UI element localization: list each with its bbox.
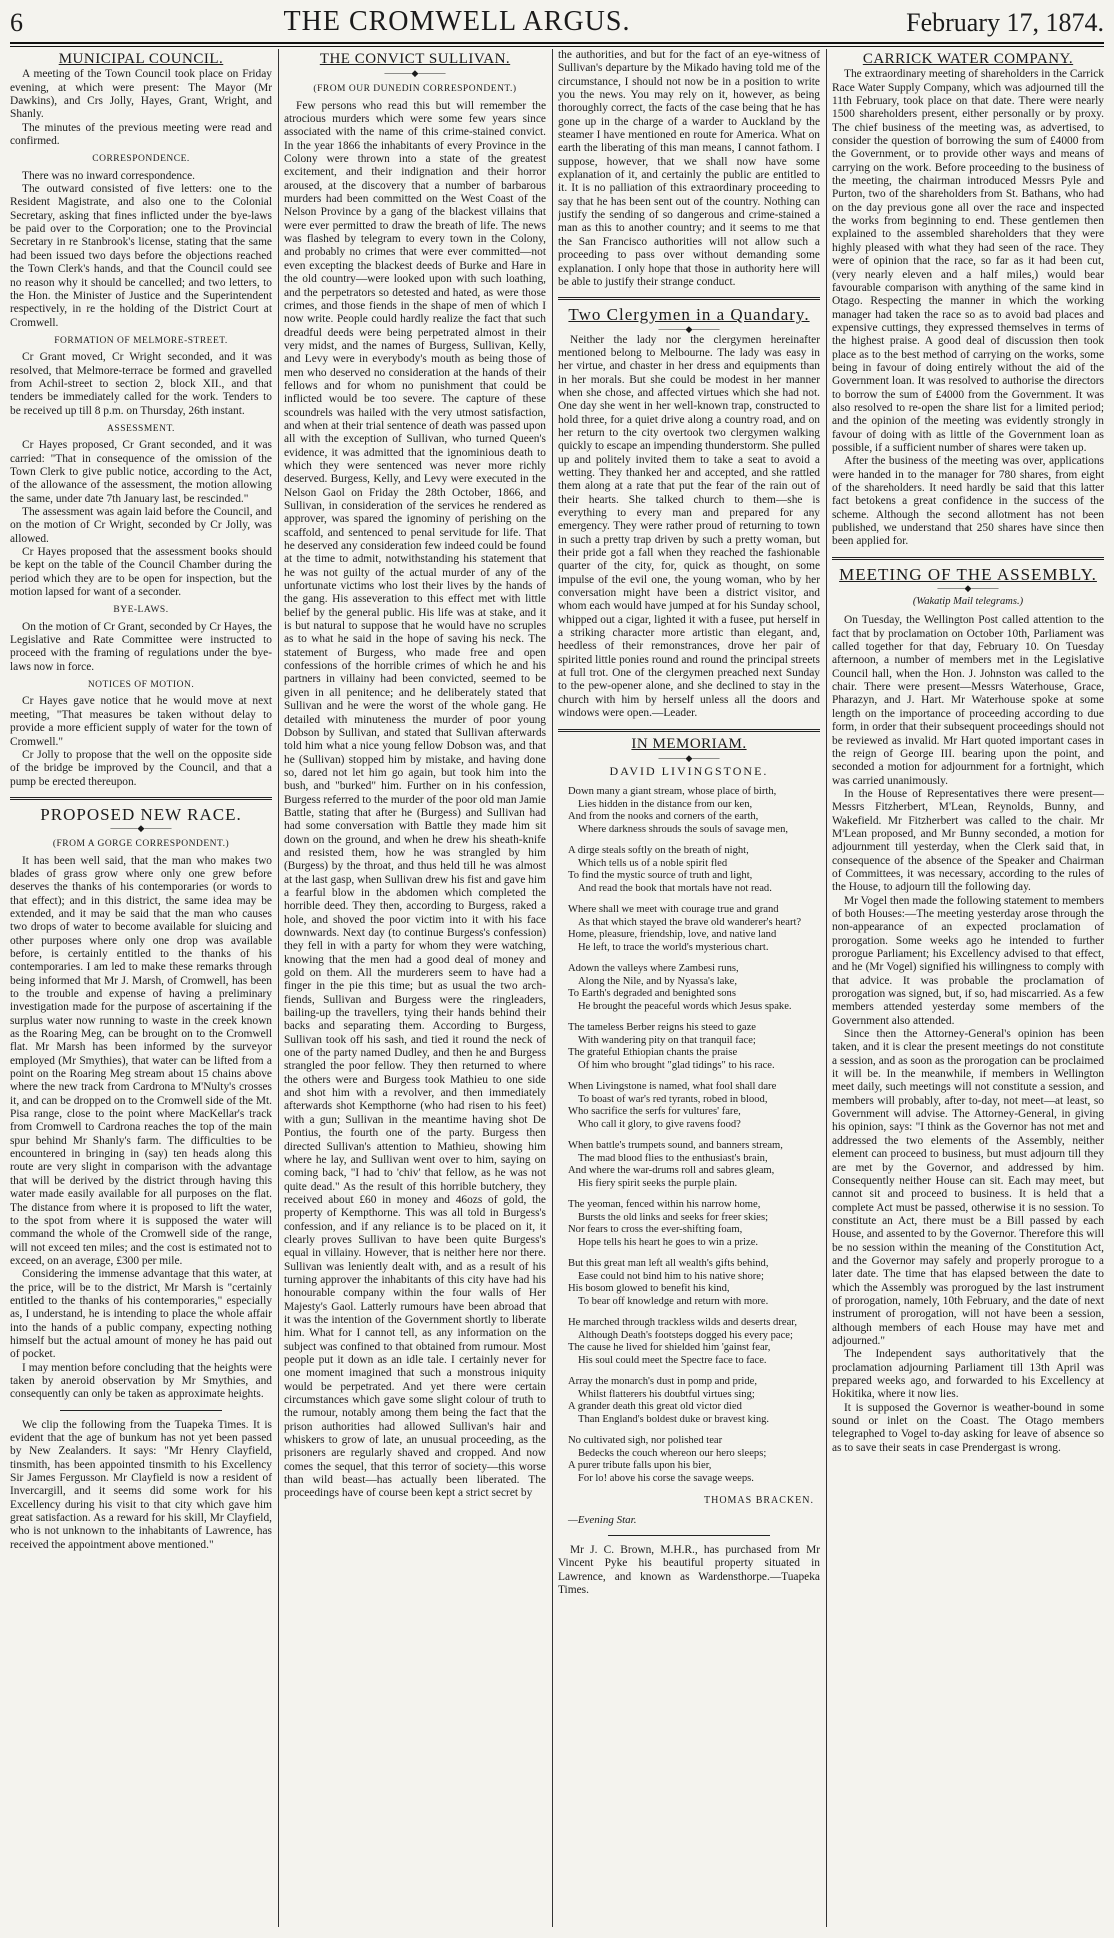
poem-line: And read the book that mortals have not read. <box>578 882 772 894</box>
article-paragraph: The Independent says authoritatively that the proclamation adjourning Parliament till 13th April was prepared weeks ago, and forwarded to his Excellency at Hokitika, where it now lies. <box>832 1348 1104 1401</box>
poem-line: He left, to trace the world's mysterious chart. <box>578 941 769 953</box>
carrick-water-company-headline: CARRICK WATER COMPANY. <box>862 51 1074 67</box>
poem-stanza <box>568 1258 820 1308</box>
poem-line: Bursts the old links and seeks for freer skies; <box>578 1211 769 1223</box>
poem-line: A dirge steals softly on the breath of night, <box>568 845 749 857</box>
convict-sullivan-headline: THE CONVICT SULLIVAN. <box>319 51 511 67</box>
article-paragraph: The extraordinary meeting of shareholders in the Carrick Race Water Supply Company, which was adjourned till the 11th February, took place on that date. There were nearly 1500 shareholders present, either personally or by proxy. The chief business of the meeting was, as advertised, to consider the question of borrowing the sum of £4000 from the Government, or to provide other ways and means of carrying on the work. Before proceeding to the business of the meeting, the chairman introduced Messrs Pyle and Purton, two of the shareholders from St. Bathans, who had on the day previous gone all over the race and inspected the works from beginning to end. These gentlemen then explained to the assembled shareholders that they were highly pleased with what they had seen of the race. They were of opinion that the race, so far as it had been cut, (very nearly eleven and a half miles,) would bear favourable comparison with anything of the same kind in Otago. Respecting the manner in which the working manager had taken the race so as to avoid bad places and expensive cuttings, they expressed themselves in terms of the highest praise. A good deal of discussion then took place as to the best method of carrying on the works, some being in favour of doing entirely without the aid of the Government loan. It was resolved to authorise the directors to borrow the sum of £4000 from the Government. It was also resolved to re-open the share list for a limited period; and the opinion of the meeting was evidently strongly in favour of doing with as little of the Government loan as possible, if a sufficient number of shares were taken up. <box>832 68 1104 454</box>
newspaper-title: THE CROMWELL ARGUS. <box>283 6 631 37</box>
poem-line: When Livingstone is named, what fool shall dare <box>568 1081 777 1093</box>
two-clergymen-headline: Two Clergymen in a Quandary. <box>568 305 810 325</box>
ornament-icon: ———◆——— <box>384 68 446 79</box>
poem-line: His fiery spirit seeks the purple plain. <box>578 1177 738 1189</box>
section-subhead: NOTICES OF MOTION. <box>87 680 195 691</box>
poem-line: Down many a giant stream, whose place of birth, <box>568 786 777 798</box>
poem-line: Of him who brought "glad tidings" to his race. <box>578 1059 775 1071</box>
poem-stanza <box>568 1199 820 1249</box>
article-paragraph: We clip the following from the Tuapeka Times. It is evident that the age of bunkum has not yet been passed by New Zealanders. It says: "Mr Henry Clayfield, tinsmith, has been appointed tinsmith to his Excellency Sir James Fergusson. Mr Clayfield is now a resident of Invercargill, and it seems did some work for his Excellency during his visit to that city which gave him great satisfaction. As a reward for his skill, Mr Clayfield, who is not unknown to the inhabitants of Lawrence, has received the appointment above mentioned." <box>10 1418 272 1551</box>
article-separator <box>60 1410 222 1411</box>
poem-line: Who call it glory, to give ravens food? <box>578 1118 741 1130</box>
page-number: 6 <box>10 8 23 37</box>
column-1 <box>10 49 272 1929</box>
poem-line: Than England's boldest duke or bravest king. <box>578 1413 770 1425</box>
article-separator <box>832 557 1104 560</box>
proposed-new-race-headline: PROPOSED NEW RACE. <box>40 804 242 824</box>
poem <box>568 786 820 1485</box>
poem-signature: THOMAS BRACKEN. <box>703 1495 814 1507</box>
article-paragraph: Cr Hayes proposed that the assessment books should be kept on the table of the Council Chamber during the period which they are to be open for inspection, but the motion lapsed for want of a seconder. <box>10 546 272 599</box>
poem-line: Whilst flatterers his doubtful virtues sing; <box>578 1388 755 1400</box>
poem-line: Home, pleasure, friendship, love, and native land <box>568 929 777 941</box>
poem-line: To boast of war's red tyrants, robed in blood, <box>578 1093 768 1105</box>
poem-stanza <box>568 1081 820 1131</box>
poem-line: The cause he lived for shielded him 'gainst fear, <box>568 1342 771 1354</box>
poem-line: Hope tells his heart he goes to win a prize. <box>578 1236 759 1248</box>
poem-line: And where the war-drums roll and sabres gleam, <box>568 1165 775 1177</box>
article-paragraph: It is supposed the Governor is weather-bound in some sound or inlet on the Coast. The Otago members telegraphed to Vogel to-day asking for leave of absence so as to save their seats in case Prendergast is wrong. <box>832 1401 1104 1454</box>
column-rule <box>826 49 827 1927</box>
article-paragraph: the authorities, and but for the fact of an eye-witness of Sullivan's departure by the Mikado having told me of the circumstance, I should not now be in a position to write you the news. You may rely on it, however, as being thoroughly correct, the facts of the case being that he has gone up in the charge of a warder to Auckland by the steamer I have mentioned en route for America. What on earth the liberating of this man means, I cannot fathom. I suppose, however, that we shall now have some explanation of it, and certainly the public are entitled to it. It is no palliation of this extraordinary proceeding to say that he has been sent out of the country. Nothing can justify the sending of so dangerous and crime-stained a man as this to another country; and it seems to me that the San Francisco authorities will not allow such a proceeding to pass over without demanding some explanation. I only hope that those in authority here will be able to justify their strange conduct. <box>558 49 820 288</box>
poem-line: His soul could meet the Spectre face to face. <box>578 1354 767 1366</box>
article-separator <box>608 1535 770 1536</box>
poem-line: The tameless Berber reigns his steed to gaze <box>568 1022 756 1034</box>
poem-line: The grateful Ethiopian chants the praise <box>568 1047 738 1059</box>
column-rule <box>278 49 279 1927</box>
poem-line: Adown the valleys where Zambesi runs, <box>568 963 739 975</box>
poem-line: Bedecks the couch whereon our hero sleeps; <box>578 1447 767 1459</box>
poem-stanza <box>568 963 820 1013</box>
article-paragraph: A meeting of the Town Council took place on Friday evening, at which were present: The Mayor (Mr Dawkins), and Crs Jolly, Hayes, Grant, Wright, and Shanly. <box>10 68 272 121</box>
section-subhead: CORRESPONDENCE. <box>92 154 190 165</box>
article-paragraph: Cr Grant moved, Cr Wright seconded, and it was resolved, that Melmore-terrace be formed and gravelled from Achil-street to section 2, block XII., and that tenders be immediately called for the work. Tenders to be received up till 8 p.m. on Thursday, 26th instant. <box>10 351 272 417</box>
ornament-icon: ———◆——— <box>658 752 720 763</box>
poem-line: Who sacrifice the serfs for vultures' fare, <box>568 1106 741 1118</box>
article-separator <box>558 729 820 732</box>
article-separator <box>558 297 820 300</box>
article-paragraph: Since then the Attorney-General's opinion has been taken, and it is clear the present meetings do not constitute a session, and as soon as the prorogation can be proclaimed it will be. In the meanwhile, if members in Wellington meet daily, such meetings will not constitute a session, and members will probably, after to-day, not meet—at least, so Government will advise. The Attorney-General, in giving his opinion, says: "I think as the Governor has not met and addressed the two elements of the Assembly, neither element can proceed to business, but must adjourn till they are met by the Governor, and addressed by him. Consequently neither House can sit. Each may meet, but cannot sit and proceed to business. It is held that a complete Act must be passed, otherwise it is no session. To constitute an Act, there must be a Bill passed by each House, and assented to by the Governor. Therefore this will be no session within the meaning of the Constitution Act, and the Governor may safely and properly prorogue to a later date. The time that has elapsed between the date to which the Assembly was prorogued by the last instrument of prorogation, namely, 10th February, and the date of next instrument of prorogation, will not have been a session, although members of each House may have met and adjourned." <box>832 1028 1104 1347</box>
poem-stanza <box>568 1022 820 1072</box>
poem-stanza <box>568 1376 820 1426</box>
poem-line: But this great man left all wealth's gifts behind, <box>568 1258 769 1270</box>
poem-line: Nor fears to cross the ever-shifting foam, <box>568 1224 743 1236</box>
poem-stanza <box>568 845 820 895</box>
column-3 <box>558 49 820 1929</box>
article-paragraph: Considering the immense advantage that this water, at the price, will be to the district, Mr Marsh is "certainly entitled to the thanks of his contemporaries," especially as, I understand, he is intending to place the whole affair into the hands of a public company, expecting nothing himself but the actual amount of money he has paid out of pocket. <box>10 1268 272 1361</box>
poem-line: Where darkness shrouds the souls of savage men, <box>578 823 789 835</box>
municipal-council-headline: MUNICIPAL COUNCIL. <box>58 51 224 67</box>
section-subhead: ASSESSMENT. <box>107 423 175 434</box>
poem-line: The mad blood flies to the enthusiast's brain, <box>578 1152 768 1164</box>
poem-source: —Evening Star. <box>568 1513 637 1526</box>
ornament-icon: ———◆——— <box>110 823 172 834</box>
poem-line: Array the monarch's dust in pomp and pride, <box>568 1376 758 1388</box>
poem-line: No cultivated sigh, nor polished tear <box>568 1435 723 1447</box>
article-separator <box>10 797 272 800</box>
poem-line: When battle's trumpets sound, and banners stream, <box>568 1140 783 1152</box>
poem-stanza <box>568 904 820 954</box>
poem-line: To find the mystic source of truth and light, <box>568 870 753 882</box>
poem-line: Ease could not bind him to his native shore; <box>578 1270 764 1282</box>
masthead <box>10 4 1104 38</box>
poem-title: DAVID LIVINGSTONE. <box>609 763 769 778</box>
poem-line: Where shall we meet with courage true and grand <box>568 904 779 916</box>
article-paragraph: Few persons who read this but will remember the atrocious murders which were some few years since associated with the name of this crime-stained convict. In the year 1866 the inhabitants of every Province in the Colony were thrown into a state of the greatest excitement, and their indignation and their horror aroused, at the discovery that a number of barbarous murders had been committed on the West Coast of the Nelson Province by a gang of the blackest villains that were ever permitted to draw the breath of life. The news was flashed by telegram to every town in the Colony, and probably no crimes that were ever committed—not even excepting the blackest deeds of Burke and Hare in the old country—were looked upon with such loathing, and the perpetrators so detested and hated, as were those crimes, and those fiends in the shape of men of which I now write. People could hardly realize the fact that such dreadful deeds were being perpetrated almost in their very midst, and the names of Burgess, Sullivan, Kelly, and Levy were in everybody's mouth as being those of men who deserved no consideration at the hands of their fellows and for whom no punishment that could be inflicted would be too severe. The capture of these scoundrels was hailed with the very utmost satisfaction, and when at their trial sentence of death was passed upon all with the exception of Sullivan, who turned Queen's evidence, it was admitted that the ignominious death to which they were sentenced was never more richly deserved. Burgess, Kelly, and Levy were executed in the Nelson Gaol on Friday the 28th October, 1866, and Sullivan, in consideration of the services he rendered as approver, was spared the ignominy of perishing on the scaffold, and sentenced to penal servitude for life. That he deserved any consideration few indeed could be found at the time to admit, notwithstanding his statement that he was not guilty of the actual murder of any of the unfortunate victims who lost their lives by the hands of the gang. His asseveration to this effect met with little belief by the general public. His life was at stake, and it is but natural to suppose that he would have no scruples as to what he said in the hope of saving his neck. The statement of Burgess, who made free and open confessions of the horrible crimes of which he and his partners in villainy had been convicted, seemed to be given in all penitence; and he deliberately stated that Sullivan and he were the worst of the whole gang. He detailed with minuteness the murder of poor young Dobson by Sullivan, and stated that Sullivan afterwards told him what a nice young fellow Dobson was, and that he (Sullivan) stopped him by mistake, and having done so, dared not let him go again, but took him into the bush, and "burked" him. Further on in his confession, Burgess referred to the murder of the poor old man Jamie Battle, stating that after he (Burgess) and Sullivan had had some conversation with Battle they made him sit down on the ground, and when he drew his sheath-knife and resisted them, how he was strangled by him (Burgess) by the throat, and thus held till he was almost at the last gasp, when Sullivan drew his fist and gave him a fearful blow in the abdomen which completed the horrible deed. They then, according to Burgess, raked a hole, and shoved the poor victim into it with his face downwards. Next day (to continue Burgess's confession) they fell in with a party for whom they were watching, knowing that the men had a good deal of money and gold on them. All the murderers seem to have had a finger in the pie this time; but as usual the two arch-fiends, Sullivan and Burgess were the ringleaders, bailing-up the travellers, tying their hands behind their backs and separating them. According to Burgess, Sullivan took off his sash, and tied it round the neck of one of the party named Dudley, and then he and Burgess strangled the poor fellow. They then returned to where the others were and Burgess took Mathieu to one side and shot him with a revolver, and then immediately afterwards shot Kempthorne (who had risen to his feet) with a gun; Sullivan in the meantime having shot De Pontius, the fourth one of the party. Burgess then directed Sullivan's attention to Mathieu, showing him where he lay, and Sullivan went over to him, saying on coming back, "I had to 'chiv' that fellow, as he was not quite dead." As the result of this horrible butchery, they received about £60 in money and 46ozs of gold, the property of Kempthorne. This was all told in Burgess's confession, and if any reliance is to be placed on it, it clearly proves Sullivan to have been quite Burgess's equal in villainy. However, that is neither here nor there. Sullivan was leniently dealt with, and as a result of his turning approver the inhabitants of this city have had his honourable company within the four walls of Her Majesty's Gaol. Latterly rumours have been abroad that it was the intention of the Government shortly to liberate him. What for I cannot tell, as any information on the subject was confined to that obtained from rumour. Most people put it down as an idle tale. I certainly never for one moment imagined that such a monstrous iniquity would be perpetrated. And yet there were certain circumstances which gave some slight colour of truth to the rumour, notably among them being the fact that the prison authorities had allowed Sullivan's hair and whiskers to grow of late, an unusual proceeding, as the prisoners are regularly shaved and cropped. And now comes the sequel, that this terror of society—this worse than wild beast—has actually been liberated. The proceedings have of course been kept a strict secret by <box>284 99 546 1500</box>
article-paragraph: Mr J. C. Brown, M.H.R., has purchased from Mr Vincent Pyke his beautiful property situated in Lawrence, and known as Wardensthorpe.—Tuapeka Times. <box>558 1543 820 1596</box>
article-paragraph: Cr Hayes proposed, Cr Grant seconded, and it was carried: "That in consequence of the omission of the Town Clerk to give public notice, according to the Act, of the allowance of the assessment, the motion allowing the same, under date 7th January last, be rescinded." <box>10 439 272 505</box>
article-paragraph: Mr Vogel then made the following statement to members of both Houses:—The meeting yesterday arose through the non-appearance of an expected proclamation of prorogation. Some weeks ago he intended to further prorogue Parliament; his Excellency advised to that effect, and he (Mr Vogel) signified his willingness to comply with that advice. It was probable the proclamation of prorogation was signed, but, if so, had miscarried. As a few members attended yesterday some members of the Government also attended. <box>832 894 1104 1027</box>
poem-stanza <box>568 1317 820 1367</box>
section-subhead: FORMATION OF MELMORE-STREET. <box>54 335 228 346</box>
poem-line: Lies hidden in the distance from our ken, <box>578 798 753 810</box>
article-paragraph: On the motion of Cr Grant, seconded by Cr Hayes, the Legislative and Rate Committee were instructed to proceed with the framing of regulations under the bye-laws now in force. <box>10 620 272 673</box>
poem-line: A grander death this great old victor died <box>568 1401 742 1413</box>
poem-line: With wandering pity on that tranquil face; <box>578 1034 756 1046</box>
byline: (Wakatip Mail telegrams.) <box>912 596 1024 608</box>
article-paragraph: After the business of the meeting was over, applications were handed in to the manager for 780 shares, from eight of the shareholders. It need hardly be said that this latter fact betokens a great confidence in the success of the scheme. Although the second allotment has not been published, we understand that 250 shares have since then been applied for. <box>832 455 1104 548</box>
article-paragraph: On Tuesday, the Wellington Post called attention to the fact that by proclamation on October 10th, Parliament was called together for that day, February 10. On Tuesday afternoon, a number of members met in the Legislative Council hall, when the Hon. J. Johnston was called to the chair. There were present—Messrs Waterhouse, Grace, Pharazyn, and J. Hart. Mr Waterhouse spoke at some length on the importance of proceeding according to due form, in order that their subsequent proceedings should not be reviewed as invalid. Mr Hart quoted important cases in the reign of George III. bearing upon the point, and seconded a motion for adjournment for a fortnight, which was carried unanimously. <box>832 614 1104 787</box>
article-paragraph: It has been well said, that the man who makes two blades of grass grow where only one grew before deserves the thanks of his contemporaries (or words to that effect); and in this district, the same idea may be extended, and it may be said that the man who causes two drops of water to become available for sluicing and other purposes where only one drop was available before, is certainly entitled to the thanks of his contemporaries. I am led to make these remarks through being informed that Mr J. Marsh, of Cromwell, has been to the trouble and expense of having a preliminary investigation made for the purpose of ascertaining if the surplus water now running to waste in the creek known as the Roaring Meg, can be brought on to the Cromwell flat. Mr Marsh has been informed by the surveyor employed (Mr Smythies), that water can be lifted from a point on the Roaring Meg stream about 15 chains above where the new track from Cardrona to M'Nulty's crosses it, and can be dropped on to the Cromwell side of the Mt. Pisa range, close to the point where MacKellar's track from Cromwell to Cardrona reaches the top of the main spur behind Mr Shanly's farm. The difficulties to be encountered in bringing in (say) ten heads along this route are very slight in comparison with the advantage that will be derived by the district through having this water made easily available for all purposes on the flat. The distance from where it is proposed to lift the water, to the spot from where it is supposed the water will command the whole of the Cromwell side of the range, will not exceed ten miles; and the cost is estimated not to exceed, on an average, £300 per mile. <box>10 854 272 1267</box>
poem-line: For lo! above his corse the savage weeps. <box>578 1472 754 1484</box>
poem-line: To Earth's degraded and benighted sons <box>568 988 736 1000</box>
article-paragraph: The assessment was again laid before the Council, and on the motion of Cr Wright, seconded by Cr Jolly, was allowed. <box>10 506 272 545</box>
poem-line: His bosom glowed to benefit his kind, <box>568 1283 730 1295</box>
column-4 <box>832 49 1104 1929</box>
byline: (FROM OUR DUNEDIN CORRESPONDENT.) <box>313 84 517 95</box>
article-paragraph: I may mention before concluding that the heights were taken by aneroid observation by Mr Smythies, and consequently can only be taken as approximate heights. <box>10 1361 272 1401</box>
article-paragraph: Cr Hayes gave notice that he would move at next meeting, "That measures be taken without delay to provide a more efficient supply of water for the town of Cromwell." <box>10 695 272 748</box>
columns <box>10 47 1104 1932</box>
issue-date: February 17, 1874. <box>906 8 1104 37</box>
poem-stanza <box>568 786 820 836</box>
ornament-icon: ———◆——— <box>658 323 720 334</box>
poem-stanza <box>568 1435 820 1485</box>
poem-line: Which tells us of a noble spirit fled <box>578 857 728 869</box>
poem-line: A purer tribute falls upon his bier, <box>568 1460 712 1472</box>
poem-stanza <box>568 1140 820 1190</box>
article-paragraph: The minutes of the previous meeting were read and confirmed. <box>10 121 272 148</box>
poem-line: He brought the peaceful words which Jesus spake. <box>578 1000 792 1012</box>
poem-line: Although Death's footsteps dogged his every pace; <box>578 1329 793 1341</box>
poem-line: And from the nooks and corners of the earth, <box>568 811 759 823</box>
poem-line: He marched through trackless wilds and deserts drear, <box>568 1317 798 1329</box>
poem-line: The yeoman, fenced within his narrow home, <box>568 1199 761 1211</box>
article-paragraph: Neither the lady nor the clergymen hereinafter mentioned belong to Melbourne. The lady was easy in her virtue, and chaster in her dress and equipments than in her morals. But she could be modest in her manner when she chose, and affected virtues which she had not. One day she went in her well-known trap, constructed to hold three, for a quiet drive along a country road, and on her return to the city overtook two clergymen walking quickly to escape an impending thunderstorm. She pulled up and politely invited them to take a seat to avoid a wetting. They thanked her and accepted, and she rattled them along at a rate that put the fear of the rain out of their hearts. She talked church to them—she is everything to every man and prepared for any emergency. They were rather proud of returning to town in such a pretty trap driven by such a pretty woman, but their pride got a fall when they reached the fashionable quarter of the city, for, quick as thought, on some impulse of the evil one, the young woman, who by her conversation might have been a district visitor, and whom each would have jumped at for his Sunday school, whipped out a cigar, lighted it with a fusee, put herself in a striking character more artistic than elegant, and, heedless of their remonstrances, drove her pair of spirited little ponies round and round the principal streets at full trot. One of the clergymen preached next Sunday to the pew-opener alone, and she declined to stay in the church with him by herself unless all the doors and windows were open.—Leader. <box>558 333 820 720</box>
article-paragraph: There was no inward correspondence. <box>22 169 196 182</box>
byline: (FROM A GORGE CORRESPONDENT.) <box>52 839 230 850</box>
article-paragraph: In the House of Representatives there were present—Messrs Fitzherbert, M'Lean, Reynolds, Bunny, and Wakefield. Mr Fitzherbert was called to the chair. Mr M'Lean proposed, and Mr Bunny seconded, a motion for adjournment till yesterday, when the Clerk said that, in consequence of the absence of the Speaker and Chairman of Committees, it was necessary, according to the rules of the House, to adjourn till the following day. <box>832 787 1104 894</box>
column-rule <box>552 49 553 1927</box>
poem-line: As that which stayed the brave old wanderer's heart? <box>578 916 802 928</box>
ornament-icon: ———◆——— <box>937 583 999 594</box>
poem-line: Along the Nile, and by Nyassa's lake, <box>578 975 738 987</box>
poem-line: To bear off knowledge and return with more. <box>578 1295 769 1307</box>
masthead-rule <box>10 42 1104 44</box>
article-paragraph: Cr Jolly to propose that the well on the opposite side of the bridge be improved by the Council, and that a pump be erected thereupon. <box>10 748 272 788</box>
column-2 <box>284 49 546 1929</box>
in-memoriam-headline: IN MEMORIAM. <box>631 735 747 752</box>
meeting-of-assembly-headline: MEETING OF THE ASSEMBLY. <box>839 564 1097 584</box>
article-paragraph: The outward consisted of five letters: one to the Resident Magistrate, and also one to the Colonial Secretary, asking that fines inflicted under the bye-laws be paid over to the Corporation; one to the Provincial Secretary in re Stanbrook's license, stating that the same had been issued two days before the objections reached the Town Clerk's hands, and that the Council could see no reason why it should be cancelled; and two letters, to the Hon. the Minister of Justice and the Superintendent respectively, in re the holding of the District Court at Cromwell. <box>10 183 272 329</box>
section-subhead: BYE-LAWS. <box>113 605 169 616</box>
